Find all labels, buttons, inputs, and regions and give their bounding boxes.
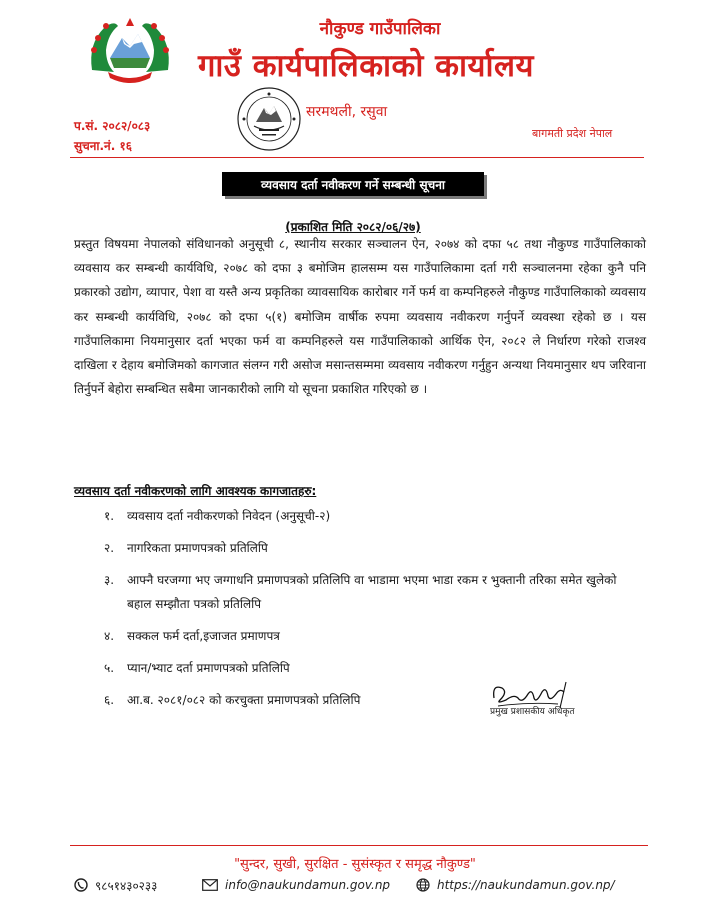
list-item: ३. आफ्नै घरजग्गा भए जग्गाधनि प्रमाणपत्रको प्रतिलिपि वा भाडामा भएमा भाडा रकम र भुक्तानी तरिका समेत खुलेको बहाल सम्झौता पत्रको प्रतिलिपि	[104, 573, 617, 611]
nepal-emblem-icon	[84, 14, 176, 88]
footer-phone	[74, 875, 157, 895]
notice-title: व्यवसाय दर्ता नवीकरण गर्ने सम्बन्धी सूचना	[222, 172, 484, 196]
globe-icon	[416, 878, 430, 892]
list-item: २. नागरिकता प्रमाणपत्रको प्रतिलिपि	[104, 541, 268, 555]
municipality-name: नौकुण्ड गाउँपालिका	[319, 19, 441, 39]
notice-body: प्रस्तुत विषयमा नेपालको संविधानको अनुसूची ८, स्थानीय सरकार सञ्चालन ऐन, २०७४ को दफा ५८ तथा नौकुण्ड गाउँपालिकाको व्यवसाय कर सम्बन्धी कार्यविधि, २०७८ को दफा ३ बमोजिम हालसम्म यस गाउँपालिकामा दर्ता गरी सञ्चालनमा रहेका कुनै पनि प्रकारको उद्योग, व्यापार, पेशा वा यस्तै अन्य प्रकृतिका व्यावसायिक कारोबार गर्ने फर्म वा कम्पनिहरुले नौकुण्ड गाउँपालिकाको व्यवसाय कर सम्बन्धी कार्यविधि, २०७८ को दफा ५(१) बमोजिम वार्षीक रुपमा व्यवसाय नवीकरण गर्नुपर्ने व्यवस्था रहेको छ । यस गाउँपालिकामा नियमानुसार दर्ता भएका फर्म वा कम्पनिहरुले यस गाउँपालिकाको आर्थिक ऐन, २०८२ ले निर्धारण गरेको राजश्व दाखिला र देहाय बमोजिमको कागजात संलग्न गरी असोज मसान्तसम्ममा व्यवसाय नवीकरण गर्नुहुन अन्यथा नियमानुसार थप जरिवाना तिर्नुपर्ने बेहोरा सम्बन्धित सबैमा जानकारीको लागि यो सूचना प्रकाशित गरिएको छ ।	[74, 237, 646, 397]
email-link[interactable]: info@naukundamun.gov.np	[225, 878, 391, 892]
email-icon	[202, 879, 218, 891]
province-name: बागमती प्रदेश नेपाल	[532, 127, 613, 140]
list-item: १. व्यवसाय दर्ता नवीकरणको निवेदन (अनुसूची-२)	[104, 509, 331, 523]
office-seal-icon	[236, 86, 302, 152]
list-item: ६. आ.ब. २०८१/०८२ को करचुक्ता प्रमाणपत्रको प्रतिलिपि	[104, 693, 361, 707]
notice-number: सुचना.नं. १६	[74, 139, 132, 153]
website-link[interactable]: https://naukundamun.gov.np/	[437, 878, 615, 892]
footer-slogan: "सुन्दर, सुखी, सुरक्षित - सुसंस्कृत र समृद्ध नौकुण्ड"	[234, 857, 476, 872]
phone-icon	[74, 878, 88, 892]
signatory-title: प्रमुख प्रशासकीय अधिकृत	[490, 707, 575, 717]
list-item: ४. सक्कल फर्म दर्ता,इजाजत प्रमाणपत्र	[104, 629, 280, 643]
office-name: गाउँ कार्यपालिकाको कार्यालय	[197, 48, 535, 84]
header-divider	[70, 157, 644, 158]
list-item: ५. प्यान/भ्याट दर्ता प्रमाणपत्रको प्रतिलिपि	[104, 661, 290, 675]
requirements-heading: व्यवसाय दर्ता नवीकरणको लागि आवश्यक कागजातहरु:	[74, 484, 317, 498]
footer-website	[416, 875, 615, 895]
letter-number: प.सं. २०८२/०८३	[74, 119, 151, 133]
footer-email	[202, 875, 390, 895]
phone-number: ९८५१४३०२३३	[95, 878, 158, 893]
published-date: (प्रकाशित मिति २०८२/०६/२७)	[285, 220, 421, 234]
office-address: सरमथली, रसुवा	[306, 104, 388, 120]
reference-block	[74, 116, 150, 156]
footer-divider	[70, 845, 648, 846]
